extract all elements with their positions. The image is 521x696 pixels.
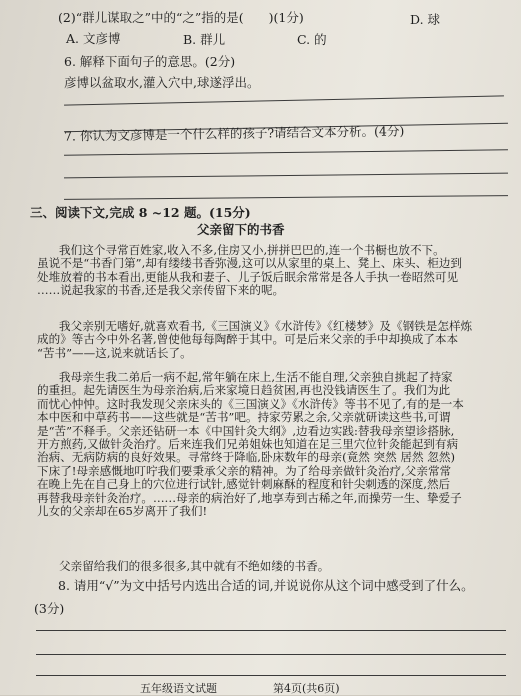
passage-line: 开方煎药,又做针灸治疗。后来连我们兄弟姐妹也知道在足三里穴位针灸能起到有病 (37, 437, 459, 452)
footer-exam-name: 五年级语文试题 (140, 682, 217, 695)
q5-2-option-a: A. 文彦博 (66, 31, 121, 46)
passage-line: 成的》等古今中外名著,曾使他每每陶醉于其中。可是后来父亲的手中却换成了本本 (37, 332, 459, 347)
passage-line: 处堆放着的书本看出,更能从我和妻子、儿子饭后眠余常常是各人手执一卷昭然可见 (37, 269, 459, 284)
passage-line: 本中医和中草药书——这些就是“苦书”吧。持家劳累之余,父亲就研读这些书,可谓 (37, 410, 451, 425)
q7-answer-line-1[interactable] (64, 149, 508, 155)
passage-line: 而忧心忡忡。这时我发现父亲床头的《三国演义》《水浒传》等书不见了,有的是一本 (37, 396, 464, 411)
q5-2-option-c: C. 的 (297, 32, 327, 47)
q5-2-option-d: D. 球 (410, 12, 441, 27)
q5-2-prompt: (2)“群儿谋取之”中的“之”指的是( )(1分) (58, 10, 304, 25)
passage-line: 在晚上先在自己身上的穴位进行试针,感觉针刺麻酥的程度和针尖刺透的深度,然后 (37, 477, 451, 492)
q7-answer-line-3[interactable] (64, 195, 508, 200)
passage-line: ……说起我家的书香,还是我父亲传留下来的呢。 (37, 283, 285, 298)
q7-answer-line-2[interactable] (64, 173, 508, 179)
passage-line: 治病、无病防病的良好效果。寻常终于降临,卧床数年的母亲(竟然 突然 居然 忽然) (37, 450, 455, 465)
q8-points: (3分) (34, 601, 65, 616)
passage-line: 的重担。起先请医生为母亲治病,后来家境日趋贫困,再也没钱请医生了。我们为此 (37, 383, 451, 398)
passage-line: 下床了!母亲感慨地叮咛我们要秉承父亲的精神。为了给母亲做针灸治疗,父亲常常 (37, 463, 452, 478)
passage-line: 父亲留给我们的很多很多,其中就有不绝如缕的书香。 (59, 559, 330, 573)
q5-2-option-b: B. 群儿 (183, 32, 226, 47)
q8-prompt: 8. 请用“√”为文中括号内选出合适的词,并说说你从这个词中感受到了什么。 (58, 578, 474, 593)
q8-answer-line-3[interactable] (36, 675, 506, 676)
passage-line: 我父亲别无嗜好,就喜欢看书,《三国演义》《水浒传》《红楼梦》及《钢铁是怎样炼 (59, 319, 473, 333)
passage-line: 儿女的父亲却在65岁离开了我们! (37, 504, 208, 519)
passage-paragraph-4 (37, 560, 499, 573)
section-3-heading: 三、阅读下文,完成 8 ~12 题。(15分) (30, 205, 251, 220)
passage-line: 是“苦”不释手。父亲还钻研一本《中国针灸大纲》,边看边实践:替我母亲望诊搭脉, (37, 423, 455, 438)
passage-title: 父亲留下的书香 (197, 222, 285, 237)
q7-prompt: 7. 你认为文彦博是一个什么样的孩子?请结合文本分析。(4分) (63, 123, 405, 144)
q6-prompt: 6. 解释下面句子的意思。(2分) (64, 54, 236, 69)
passage-line: 我们这个寻常百姓家,收入不多,住房又小,拼拼巴巴的,连一个书橱也放不下。 (59, 243, 445, 257)
passage-line: 再替我母亲针灸治疗。……母亲的病治好了,地享寿到古稀之年,而操劳一生、挚爱子 (37, 490, 462, 505)
q8-answer-line-2[interactable] (36, 654, 506, 655)
q8-answer-line-1[interactable] (36, 630, 506, 631)
passage-paragraph-1 (37, 244, 499, 298)
passage-line: “苦书”——这,说来就话长了。 (37, 345, 192, 360)
passage-line: 我母亲生我二弟后一病不起,常年躺在床上,生活不能自理,父亲独自挑起了持家 (59, 370, 453, 384)
passage-paragraph-3 (37, 371, 499, 518)
footer-page-number: 第4页(共6页) (273, 682, 340, 695)
passage-line: 虽说不是“书香门第”,却有缕缕书香弥漫,这可以从家里的桌上、凳上、床头、柜边到 (37, 256, 463, 271)
q6-answer-line-1[interactable] (64, 95, 504, 105)
q6-sentence: 彦博以盆取水,灌入穴中,球遂浮出。 (64, 75, 260, 90)
passage-paragraph-2 (37, 320, 499, 360)
